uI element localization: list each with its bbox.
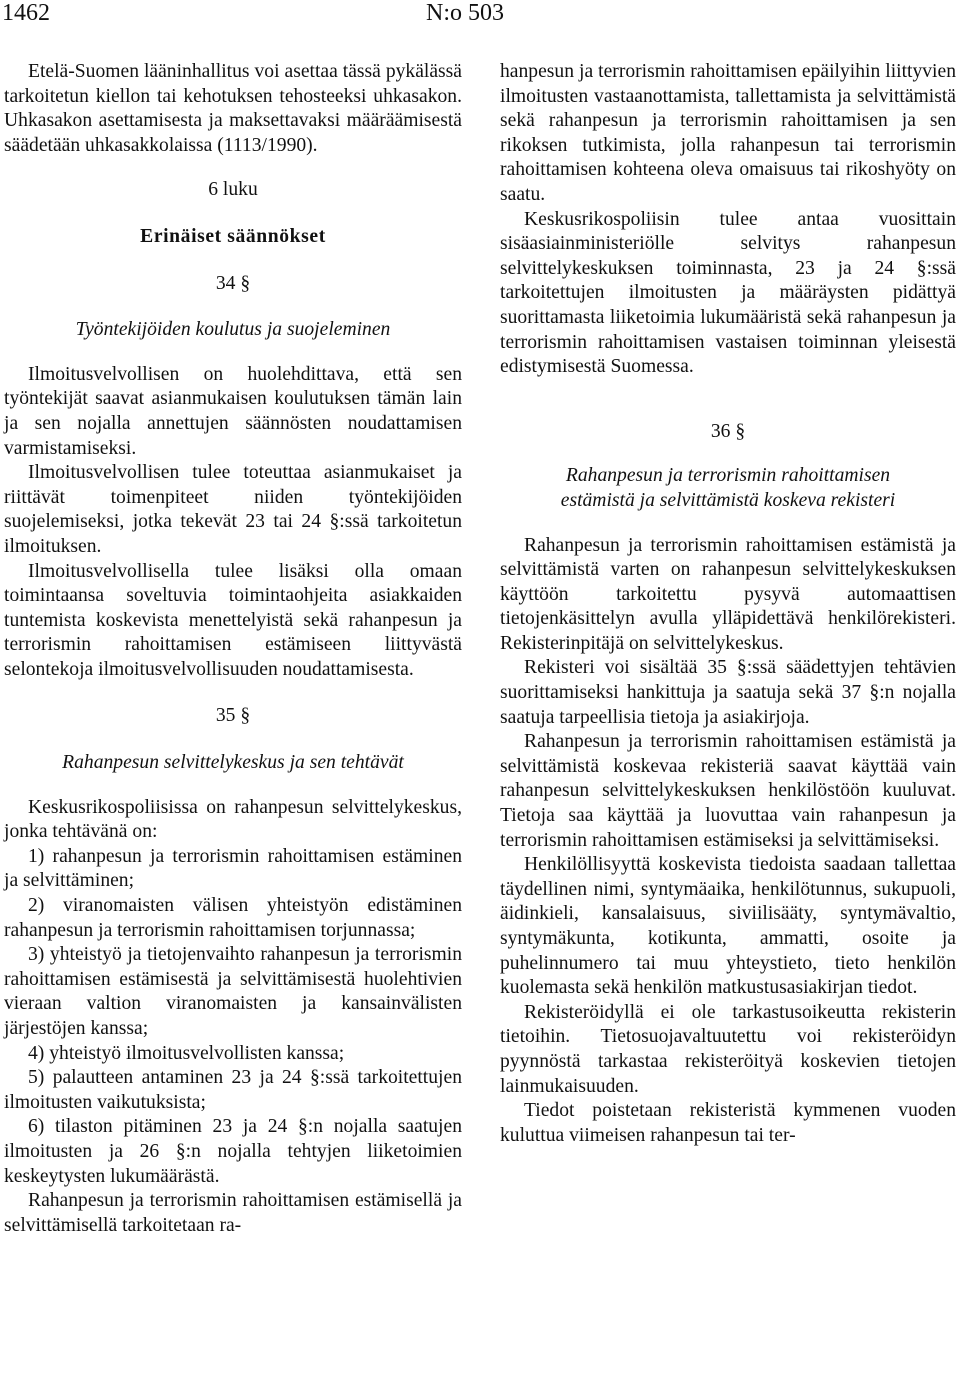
left-column bbox=[4, 60, 462, 1238]
paragraph-continued: hanpesun ja terrorismin rahoittamisen epäilyihin liittyvien ilmoitusten vastaanottamista, tallettamista ja selvittämistä sekä rahanpesun ja terrorismin rahoittamisen ja sen rikoksen tutkimista, jolla rahanpesun tai terrorismin rahoittamisen kohteena oleva omaisuus tai rikoshyöty on saatu. bbox=[500, 61, 956, 205]
paragraph-annual-report: Keskusrikospoliisin tulee antaa vuosittain sisäasiainministeriölle selvitys rahanpesun selvittelykeskuksen toiminnasta, 23 ja 24 §:ssä tarkoitettujen ilmoitusten ja määräysten pidättyä suorittamasta liiketoimia lukumääristä sekä rahanpesun ja terrorismin rahoittamisen vastaisen toiminnan yleisestä edistymisestä Suomessa. bbox=[500, 208, 956, 378]
section-35-intro: Keskusrikospoliisissa on rahanpesun selvittelykeskus, jonka tehtävänä on: bbox=[4, 796, 462, 843]
section-36-paragraph-4: Henkilöllisyyttä koskevista tiedoista saadaan tallettaa täydellinen nimi, syntymäaika, henkilötunnus, sukupuoli, äidinkieli, kansalaisuus, siviilisääty, syntymävaltio, syntymäkunta, kotikunta, ammatti, osoite ja puhelinnumero tai muu yhteystieto, tieto henkilön kuolemasta sekä henkilön matkustusasiakirjan tiedot. bbox=[500, 854, 956, 999]
section-36-paragraph-6: Tiedot poistetaan rekisteristä kymmenen vuoden kuluttua viimeisen rahanpesun tai ter- bbox=[500, 1100, 956, 1146]
list-item: 2) viranomaisten välisen yhteistyön edistäminen rahanpesun ja terrorismin rahoittamisen torjunnassa; bbox=[4, 895, 462, 941]
section-36-paragraph-1: Rahanpesun ja terrorismin rahoittamisen estämistä ja selvittämistä varten on rahanpesun selvittelykeskuksen käyttöön tarkoitettu pysyvä automaattisen tietojenkäsittelyn avulla ylläpidettävä henkilörekisteri. Rekisterinpitäjä on selvittelykeskus. bbox=[500, 534, 956, 654]
list-item: 5) palautteen antaminen 23 ja 24 §:ssä tarkoitettujen ilmoitusten vaikutuksista; bbox=[4, 1067, 462, 1113]
section-36-number: 36 § bbox=[710, 420, 746, 442]
section-36-paragraph-2: Rekisteri voi sisältää 35 §:ssä säädettyjen tehtävien suorittamiseksi hankittuja ja saatuja sekä 37 §:n nojalla saatuja tarpeellisia tietoja ja asiakirjoja. bbox=[500, 657, 956, 728]
section-36-paragraph-5: Rekisteröidyllä ei ole tarkastusoikeutta rekisterin tietoihin. Tietosuojavaltuutettu voi rekisteröidyn pyynnöstä tarkastaa rekisteröityä koskevien tietojen lainmukaisuuden. bbox=[500, 1001, 956, 1097]
document-number: N:o 503 bbox=[426, 0, 504, 26]
paragraph-intro: Etelä-Suomen lääninhallitus voi asettaa tässä pykälässä tarkoitetun kiellon tai kehotuksen tehosteeksi uhkasakon. Uhkasakon asettamisesta ja maksettavaksi määräämisestä säädetään uhkasakkolaissa (1113/1990). bbox=[4, 61, 462, 156]
section-34-number: 34 § bbox=[215, 272, 251, 294]
section-36-title-line-1: Rahanpesun ja terrorismin rahoittamisen bbox=[565, 465, 891, 487]
section-34-paragraph-1: Ilmoitusvelvollisen on huolehdittava, että sen työntekijät saavat asianmukaisen koulutuksen tämän lain ja sen nojalla annettujen säännösten noudattamisen varmistamiseksi. bbox=[4, 363, 462, 459]
page-number: 1462 bbox=[2, 0, 50, 26]
section-34-paragraph-2: Ilmoitusvelvollisen tulee toteuttaa asianmukaiset ja riittävät toimenpiteet niiden työntekijöiden suojelemiseksi, jotka tekevät 23 tai 24 §:ssä tarkoitetun ilmoituksen. bbox=[4, 462, 462, 557]
right-column bbox=[500, 60, 956, 1148]
section-34-title: Työntekijöiden koulutus ja suojeleminen bbox=[75, 319, 391, 341]
section-35-number: 35 § bbox=[215, 705, 251, 727]
chapter-number: 6 luku bbox=[208, 179, 258, 201]
chapter-title: Erinäiset säännökset bbox=[140, 225, 326, 247]
list-item: 6) tilaston pitäminen 23 ja 24 §:n nojalla saatujen ilmoitusten ja 26 §:n nojalla tehtyjen liiketoimien keskeytysten lukumäärästä. bbox=[4, 1116, 462, 1187]
page-header bbox=[0, 0, 960, 34]
list-item: 1) rahanpesun ja terrorismin rahoittamisen estäminen ja selvittäminen; bbox=[4, 845, 462, 892]
section-35-title: Rahanpesun selvittelykeskus ja sen tehtävät bbox=[62, 752, 404, 774]
section-36-paragraph-3: Rahanpesun ja terrorismin rahoittamisen estämistä ja selvittämistä koskevaa rekisteriä saavat käyttää vain rahanpesun selvittelykeskuksen henkilöstöön kuuluvat. Tietoja saa käyttää ja luovuttaa vain rahanpesun ja terrorismin rahoittamisen estämiseksi ja selvittämiseksi. bbox=[500, 731, 956, 851]
section-35-paragraph-last: Rahanpesun ja terrorismin rahoittamisen estämisellä ja selvittämisellä tarkoitetaan ra- bbox=[4, 1190, 462, 1236]
section-36-title bbox=[500, 464, 956, 513]
list-item: 3) yhteistyö ja tietojenvaihto rahanpesun ja terrorismin rahoittamisen estämisestä ja selvittämisestä huolehtivien vieraan valtion viranomaisten ja kansainvälisten järjestöjen kanssa; bbox=[4, 944, 462, 1039]
section-36-title-line-2: estämistä ja selvittämistä koskeva rekisteri bbox=[560, 489, 896, 511]
list-item: 4) yhteistyö ilmoitusvelvollisten kanssa; bbox=[28, 1042, 345, 1064]
section-34-paragraph-3: Ilmoitusvelvollisella tulee lisäksi olla omaan toimintaansa soveltuvia toimintaohjeita asiakkaiden tuntemista koskevista menettelyistä sekä rahanpesun ja terrorismin rahoittamisen estämiseen liittyvästä selontekoja ilmoitusvelvollisuuden noudattamisesta. bbox=[4, 560, 462, 680]
